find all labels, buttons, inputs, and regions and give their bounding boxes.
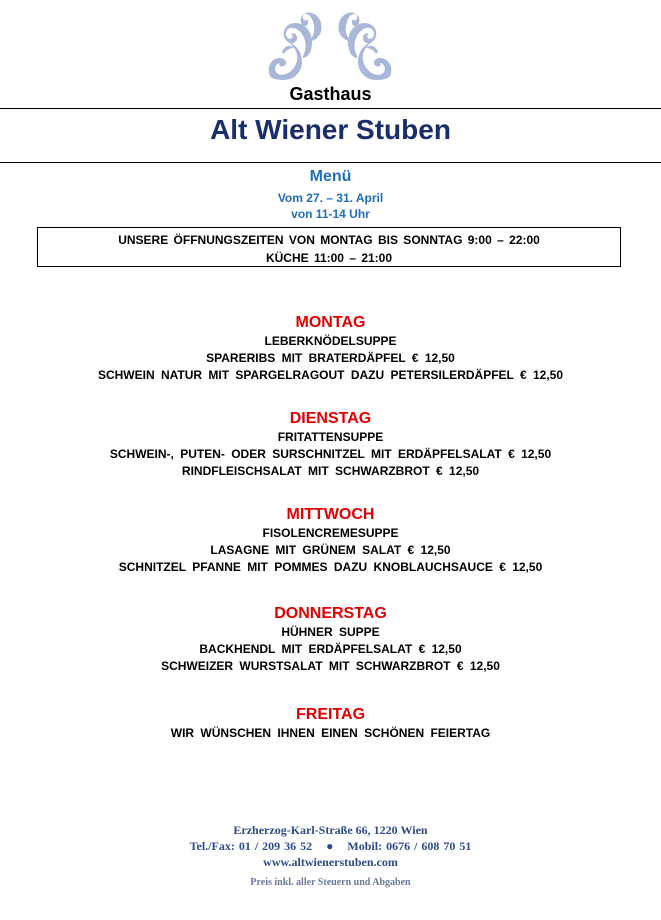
day-section-friday (0, 705, 661, 742)
dish-item: SCHWEIN-, PUTEN- ODER SURSCHNITZEL MIT ERDÄPFELSALAT € 12,50 (109, 447, 552, 461)
footer-mobile: Mobil: 0676 / 608 70 51 (347, 839, 472, 853)
menu-time: von 11-14 Uhr (291, 207, 370, 221)
footer-address: Erzherzog-Karl-Straße 66, 1220 Wien (233, 823, 428, 837)
dish-item: RINDFLEISCHSALAT MIT SCHWARZBROT € 12,50 (181, 464, 480, 478)
menu-heading: Menü (309, 168, 352, 185)
bullet-separator: ● (326, 839, 334, 853)
day-name: DIENSTAG (289, 410, 372, 427)
dish-item: BACKHENDL MIT ERDÄPFELSALAT € 12,50 (199, 642, 462, 656)
dish-item: SCHNITZEL PFANNE MIT POMMES DAZU KNOBLAUCHSAUCE € 12,50 (118, 560, 543, 574)
day-name: MONTAG (295, 314, 366, 331)
kitchen-hours-line: KÜCHE 11:00 – 21:00 (265, 251, 393, 265)
dish-item: WIR WÜNSCHEN IHNEN EINEN SCHÖNEN FEIERTAG (170, 726, 491, 740)
day-section-monday (0, 313, 661, 384)
restaurant-title: Alt Wiener Stuben (210, 114, 451, 145)
dish-item: SCHWEIN NATUR MIT SPARGELRAGOUT DAZU PETERSILERDÄPFEL € 12,50 (97, 368, 564, 382)
footer-contact (0, 839, 661, 854)
opening-hours-line: UNSERE ÖFFNUNGSZEITEN VON MONTAG BIS SONNTAG 9:00 – 22:00 (118, 233, 540, 247)
restaurant-subtitle: Gasthaus (289, 84, 372, 104)
day-section-thursday (0, 604, 661, 675)
dish-item: SCHWEIZER WURSTSALAT MIT SCHWARZBROT € 12,50 (161, 659, 500, 673)
dish-item: FISOLENCREMESUPPE (262, 526, 399, 540)
day-name: MITTWOCH (286, 506, 375, 523)
dish-item: FRITATTENSUPPE (277, 430, 384, 444)
dish-item: SPARERIBS MIT BRATERDÄPFEL € 12,50 (206, 351, 455, 365)
day-section-wednesday (0, 505, 661, 576)
top-divider (0, 108, 661, 109)
dish-item: LASAGNE MIT GRÜNEM SALAT € 12,50 (210, 543, 451, 557)
dish-item: LEBERKNÖDELSUPPE (264, 334, 397, 348)
footer-website: www.altwienerstuben.com (263, 855, 398, 869)
bottom-divider (0, 162, 661, 163)
menu-date-range: Vom 27. – 31. April (277, 191, 384, 205)
opening-hours-box (37, 227, 621, 267)
day-name: FREITAG (295, 706, 366, 723)
day-name: DONNERSTAG (274, 605, 387, 622)
footer-phone: Tel./Fax: 01 / 209 36 52 (189, 839, 313, 853)
dish-item: HÜHNER SUPPE (281, 625, 380, 639)
footer-tax-note: Preis inkl. aller Steuern und Abgaben (250, 877, 411, 888)
day-section-tuesday (0, 409, 661, 480)
baroque-scroll-ornament-icon (262, 8, 398, 80)
